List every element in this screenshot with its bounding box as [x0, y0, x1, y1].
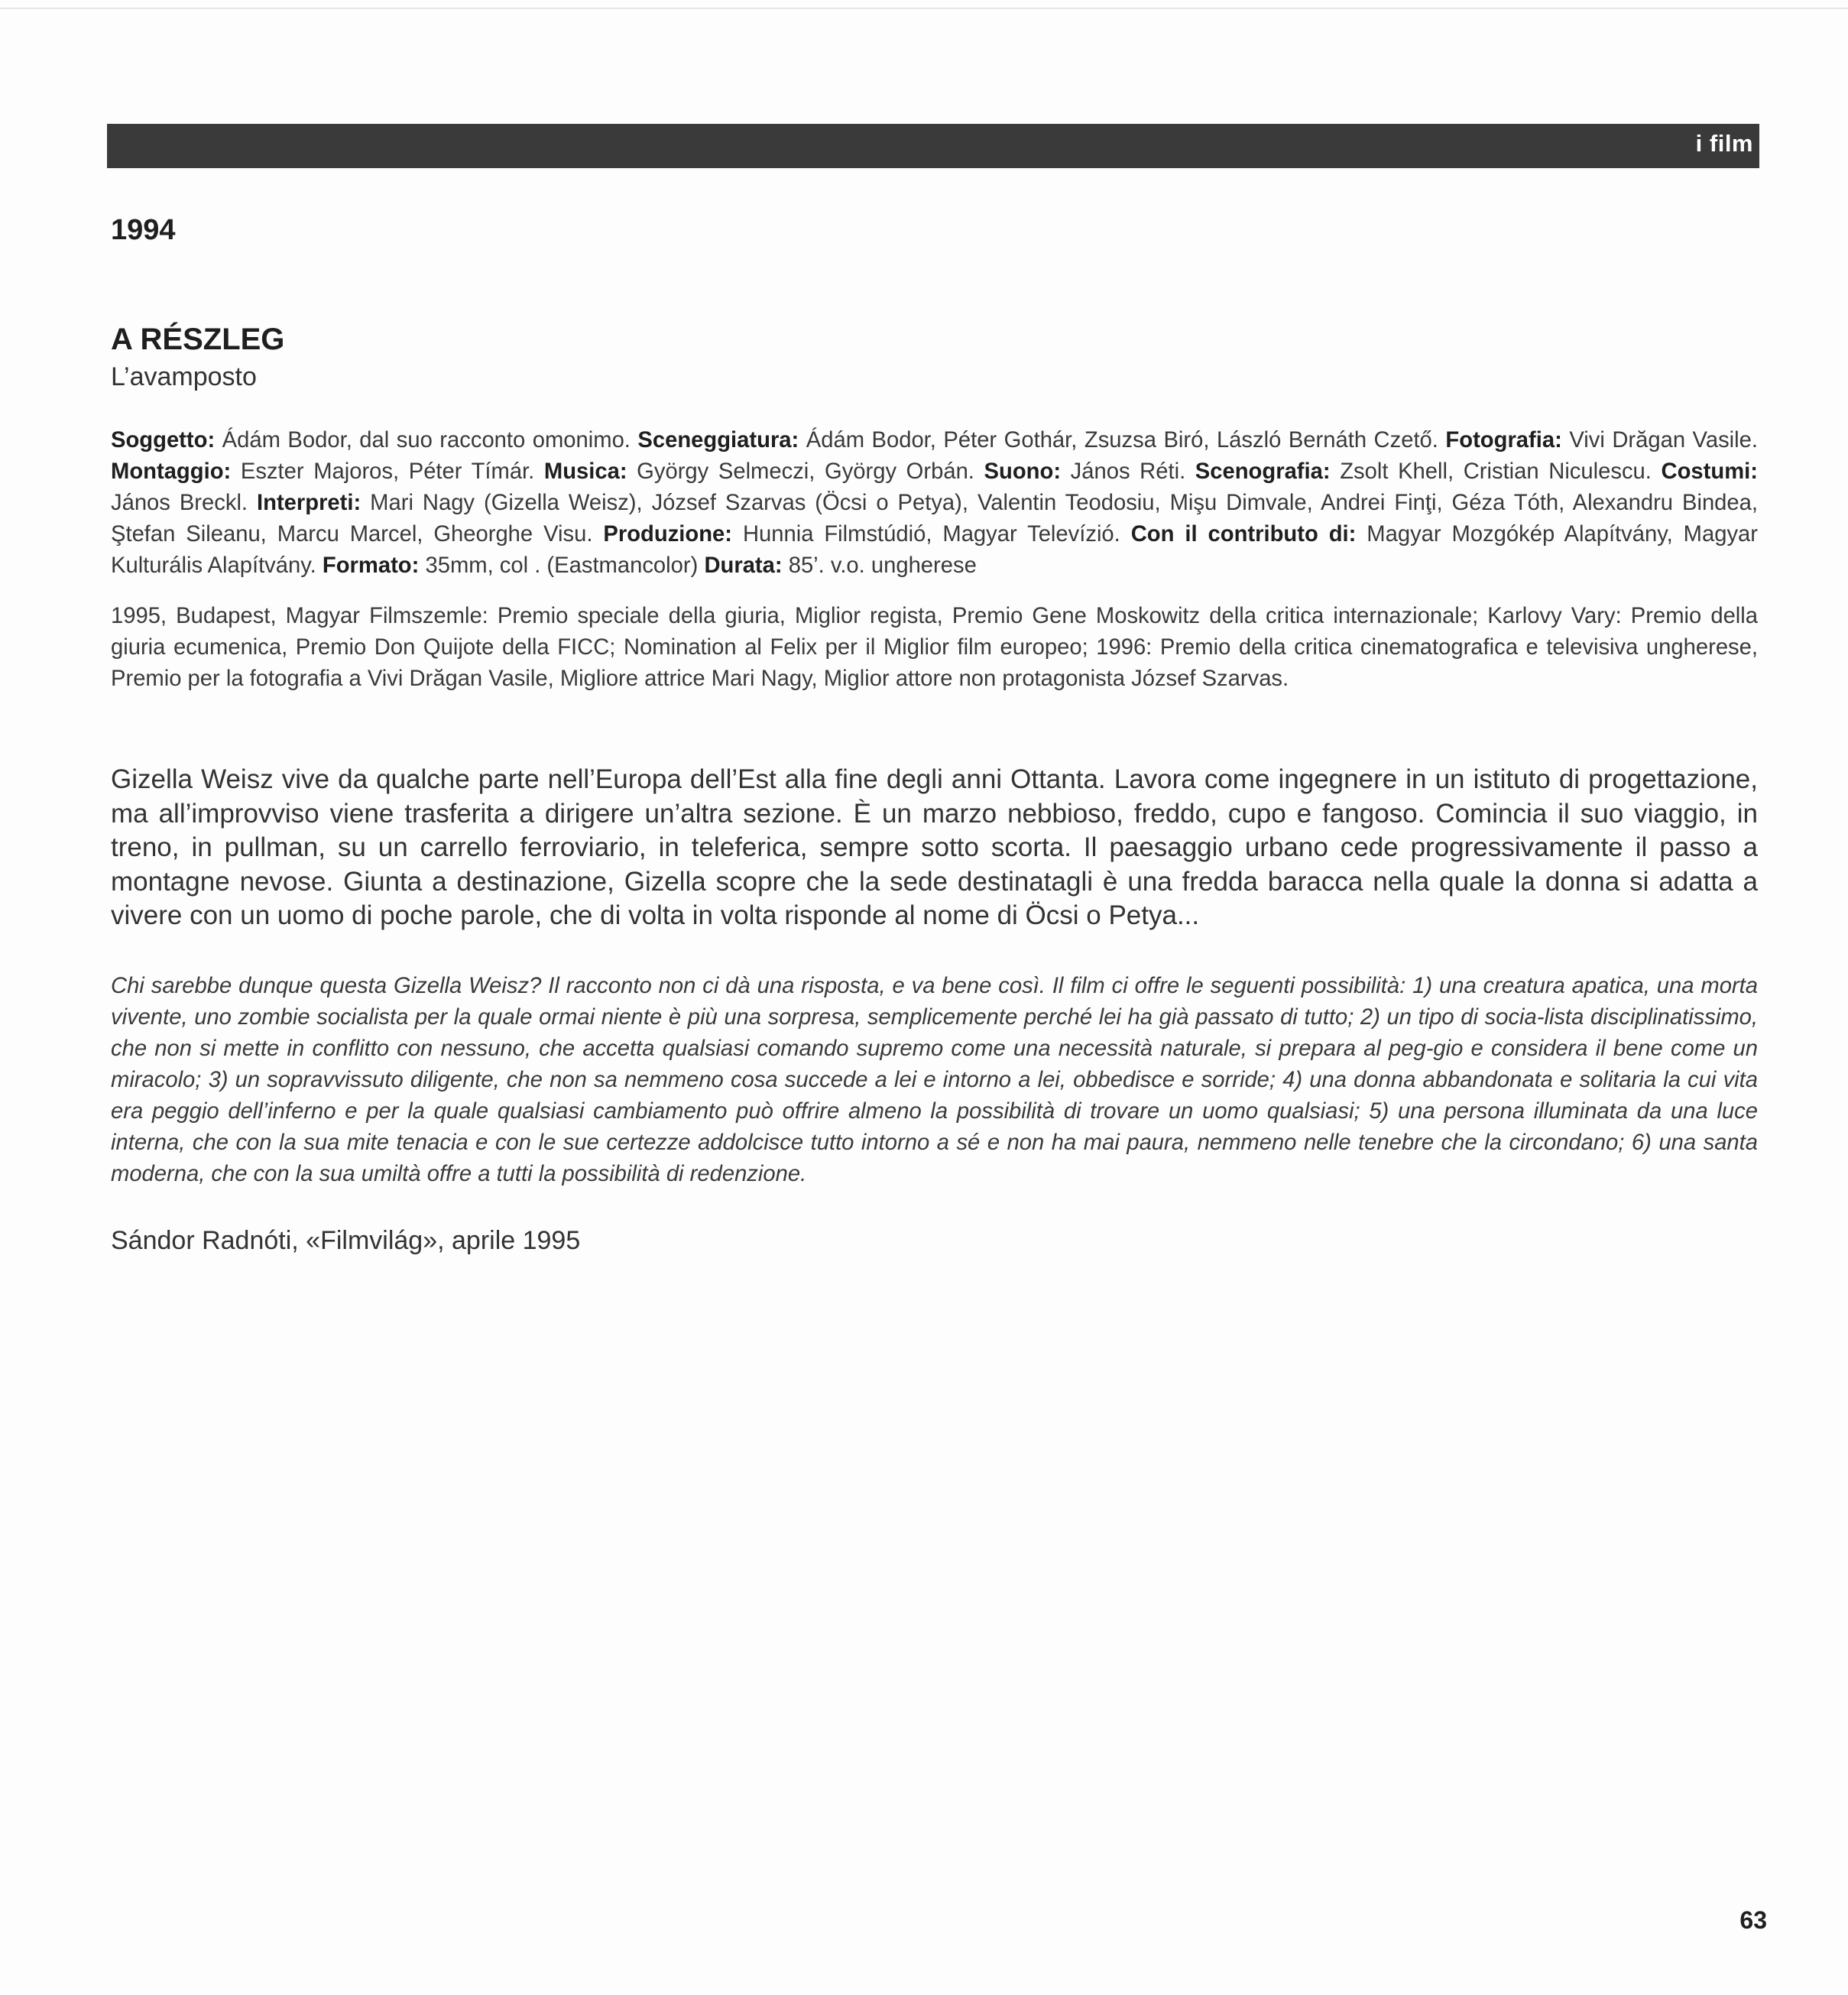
credit-label: Costumi: — [1661, 459, 1758, 484]
credit-value: 85’. v.o. ungherese — [782, 553, 977, 578]
credit-label: Soggetto: — [111, 428, 216, 453]
credit-label: Scenografia: — [1195, 459, 1331, 484]
credit-label: Fotografia: — [1445, 428, 1562, 453]
critic-quote: Chi sarebbe dunque questa Gizella Weisz? Il racconto non ci dà una risposta, e va bene così. Il film ci offre le seguenti possibilità: 1) una creatura apatica, una morta vivente, uno zombie socialista per la quale ormai niente è più una sorpresa, semplicemente perché lei ha già passato di tutto; 2) un tipo di socia-lista disciplinatissimo, che non si mette in conflitto con nessuno, che accetta qualsiasi comando supremo come una necessità naturale, si prepara al peg-gio e considera il bene come un miracolo; 3) un sopravvissuto diligente, che non sa nemmeno cosa succede a lei e intorno a lei, obbedisce e sorride; 4) una donna abbandonata e solitaria la cui vita era peggio dell’inferno e per la quale qualsiasi cambiamento può offrire almeno la possibilità di trovare un uomo qualsiasi; 5) una persona illuminata da una luce interna, che con la sua mite tenacia e con le sue certezze addolcisce tutto intorno a sé e non ha mai paura, nemmeno nelle tenebre che la circondano; 6) una santa moderna, che con la sua umiltà offre a tutti la possibilità di redenzione. — [111, 974, 1758, 1186]
year-heading: 1994 — [111, 214, 176, 246]
credit-value: Vivi Drăgan Vasile. — [1561, 428, 1758, 453]
synopsis-paragraph: Gizella Weisz vive da qualche parte nell’Europa dell’Est alla fine degli anni Ottanta. Lavora come ingegnere in un istituto di progettazione, ma all’improvviso viene trasferita a dirigere un’altra sezione. È un marzo nebbioso, freddo, cupo e fangoso. Comincia il suo viaggio, in treno, in pullman, su un carrello ferroviario, in teleferica, sempre sotto scorta. Il paesaggio urbano cede progressivamente il passo a montagne nevose. Giunta a destinazione, Gizella scopre che la sede destinatagli è una fredda baracca nella quale la donna si adatta a vivere con un uomo di poche parole, che di volta in volta risponde al nome di Öcsi o Petya... — [111, 764, 1758, 930]
credit-value: Zsolt Khell, Cristian Niculescu. — [1330, 459, 1662, 484]
credit-value: János Réti. — [1061, 459, 1195, 484]
credit-label: Suono: — [984, 459, 1062, 484]
page-number: 63 — [1739, 1906, 1767, 1934]
credit-label: Interpreti: — [257, 491, 361, 515]
credit-label: Formato: — [322, 553, 420, 578]
credit-value: Hunnia Filmstúdió, Magyar Televízió. — [732, 522, 1131, 547]
credit-value: Mari Nagy (Gizella Weisz), József Szarvas (Öcsi o Petya), Valentin Teodosiu, Mişu Dimvale, Andrei Finţi, Géza Tóth, Alexandru Bindea, Ştefan Sileanu, Marcu Marcel, Gheorghe Visu. — [111, 491, 1758, 547]
film-title: A RÉSZLEG — [111, 323, 285, 356]
film-subtitle: L’avamposto — [111, 362, 257, 391]
credit-value: Ádám Bodor, dal suo racconto omonimo. — [215, 428, 638, 453]
quote-citation: Sándor Radnóti, «Filmvilág», aprile 1995 — [111, 1226, 581, 1255]
section-label: i film — [1695, 130, 1753, 157]
credit-value: György Selmeczi, György Orbán. — [627, 459, 984, 484]
credit-label: Musica: — [543, 459, 627, 484]
credit-value: Eszter Majoros, Péter Tímár. — [231, 459, 544, 484]
credit-value: Ádám Bodor, Péter Gothár, Zsuzsa Biró, László Bernáth Czető. — [799, 428, 1446, 453]
credit-value: Magyar Mozgókép Alapítvány, Magyar Kulturális Alapítvány. — [111, 522, 1759, 578]
credit-label: Durata: — [704, 553, 783, 578]
credit-value: János Breckl. — [111, 491, 257, 515]
credit-label: Con il contributo di: — [1130, 522, 1357, 547]
section-header-bar — [107, 124, 1759, 168]
credit-label: Produzione: — [603, 522, 733, 547]
credit-label: Montaggio: — [111, 459, 232, 484]
top-rule — [0, 8, 1848, 9]
credit-value: 35mm, col . (Eastmancolor) — [419, 553, 705, 578]
credits-paragraph — [111, 425, 1758, 582]
credit-label: Sceneggiatura: — [637, 428, 799, 453]
awards-paragraph: 1995, Budapest, Magyar Filmszemle: Premio speciale della giuria, Miglior regista, Premio Gene Moskowitz della critica internazionale; Karlovy Vary: Premio della giuria ecumenica, Premio Don Quijote della FICC; Nomination al Felix per il Miglior film europeo; 1996: Premio della critica cinematografica e televisiva ungherese, Premio per la fotografia a Vivi Drăgan Vasile, Migliore attrice Mari Nagy, Miglior attore non protagonista József Szarvas. — [111, 604, 1758, 691]
